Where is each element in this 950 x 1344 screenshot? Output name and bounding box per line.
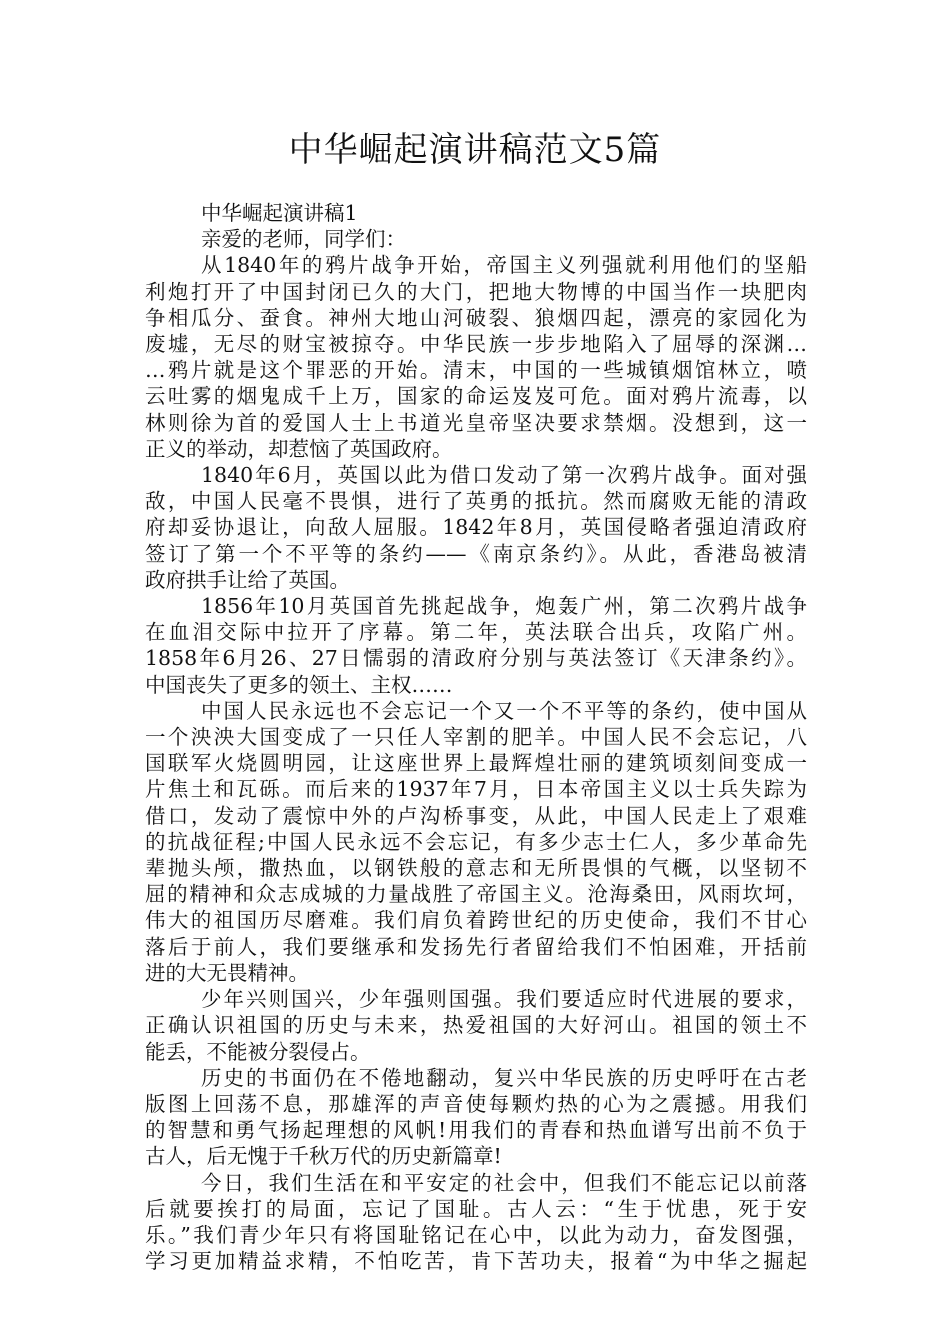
text-line: 的智慧和勇气扬起理想的风帆!用我们的青春和热血谱写出前不负于 [145, 1118, 807, 1143]
text-line: 历史的书面仍在不倦地翻动，复兴中华民族的历史呼吁在古老 [201, 1065, 807, 1090]
text-line: 正义的举动，却惹恼了英国政府。 [145, 436, 453, 461]
page-title: 中华崛起演讲稿范文5篇 [288, 130, 662, 170]
text-line: 利炮打开了中国封闭已久的大门，把地大物博的中国当作一块肥肉 [145, 279, 807, 304]
text-line: 伟大的祖国历尽磨难。我们肩负着跨世纪的历史使命，我们不甘心 [145, 908, 807, 933]
text-line: 林则徐为首的爱国人士上书道光皇帝坚决要求禁烟。没想到，这一 [145, 410, 807, 435]
text-line: 少年兴则国兴，少年强则国强。我们要适应时代进展的要求， [201, 987, 807, 1012]
text-line: 正确认识祖国的历史与未来，热爱祖国的大好河山。祖国的领土不 [145, 1013, 807, 1038]
text-line: 1856年10月英国首先挑起战争，炮轰广州，第二次鸦片战争 [201, 594, 807, 619]
document-body [145, 200, 807, 1274]
text-line: 1840年6月，英国以此为借口发动了第一次鸦片战争。面对强 [201, 463, 807, 488]
text-line: 今日，我们生活在和平安定的社会中，但我们不能忘记以前落 [201, 1170, 807, 1195]
text-line: 落后于前人，我们要继承和发扬先行者留给我们不怕困难，开括前 [145, 934, 807, 959]
text-line: 在血泪交际中拉开了序幕。第二年，英法联合出兵，攻陷广州。 [145, 620, 807, 645]
text-line: 古人，后无愧于千秋万代的历史新篇章! [145, 1144, 502, 1169]
text-line: 一个泱泱大国变成了一只任人宰割的肥羊。中国人民不会忘记，八 [145, 725, 807, 750]
text-line: 学习更加精益求精，不怕吃苦，肯下苦功夫，报着“为中华之掘起 [145, 1249, 807, 1274]
text-line: 的抗战征程;中国人民永远不会忘记，有多少志士仁人，多少革命先 [145, 829, 807, 854]
text-line: 争相瓜分、蚕食。神州大地山河破裂、狼烟四起，漂亮的家园化为 [145, 305, 807, 330]
text-line: 中国丧失了更多的领土、主权…… [145, 672, 453, 697]
text-line: 国联军火烧圆明园，让这座世界上最辉煌壮丽的建筑顷刻间变成一 [145, 751, 807, 776]
text-line: 亲爱的老师，同学们： [201, 227, 406, 252]
text-line: 后就要挨打的局面，忘记了国耻。古人云：“生于忧患，死于安 [145, 1196, 807, 1221]
text-line: 中国人民永远也不会忘记一个又一个不平等的条约，使中国从 [201, 698, 807, 723]
text-line: 政府拱手让给了英国。 [145, 567, 350, 592]
text-line: 进的大无畏精神。 [145, 960, 309, 985]
text-line: 府却妥协退让，向敌人屈服。1842年8月，英国侵略者强迫清政府 [145, 515, 807, 540]
text-line: 版图上回荡不息，那雄浑的声音使每颗灼热的心为之震撼。用我们 [145, 1091, 807, 1116]
text-line: 从1840年的鸦片战争开始，帝国主义列强就利用他们的坚船 [201, 253, 807, 278]
text-line: 片焦土和瓦砾。而后来的1937年7月，日本帝国主义以士兵失踪为 [145, 777, 807, 802]
text-line: 签订了第一个不平等的条约——《南京条约》。从此，香港岛被清 [145, 541, 807, 566]
text-line: 借口，发动了震惊中外的卢沟桥事变，从此，中国人民走上了艰难 [145, 803, 807, 828]
text-line: 辈抛头颅，撒热血，以钢铁般的意志和无所畏惧的气概，以坚韧不 [145, 856, 807, 881]
text-line: 屈的精神和众志成城的力量战胜了帝国主义。沧海桑田，风雨坎坷， [145, 882, 807, 907]
text-line: 废墟，无尽的财宝被掠夺。中华民族一步步地陷入了屈辱的深渊… [145, 332, 807, 357]
text-line: 中华崛起演讲稿1 [201, 201, 358, 225]
text-line: 能丢，不能被分裂侵占。 [145, 1039, 371, 1064]
text-line: 云吐雾的烟鬼成千上万，国家的命运岌岌可危。面对鸦片流毒，以 [145, 384, 807, 409]
text-line: 敌，中国人民毫不畏惧，进行了英勇的抵抗。然而腐败无能的清政 [145, 489, 807, 514]
text-line: …鸦片就是这个罪恶的开始。清末，中国的一些城镇烟馆林立，喷 [145, 358, 807, 383]
text-line: 1858年6月26、27日懦弱的清政府分别与英法签订《天津条约》。 [145, 646, 807, 671]
text-line: 乐。”我们青少年只有将国耻铭记在心中，以此为动力，奋发图强， [145, 1222, 807, 1247]
